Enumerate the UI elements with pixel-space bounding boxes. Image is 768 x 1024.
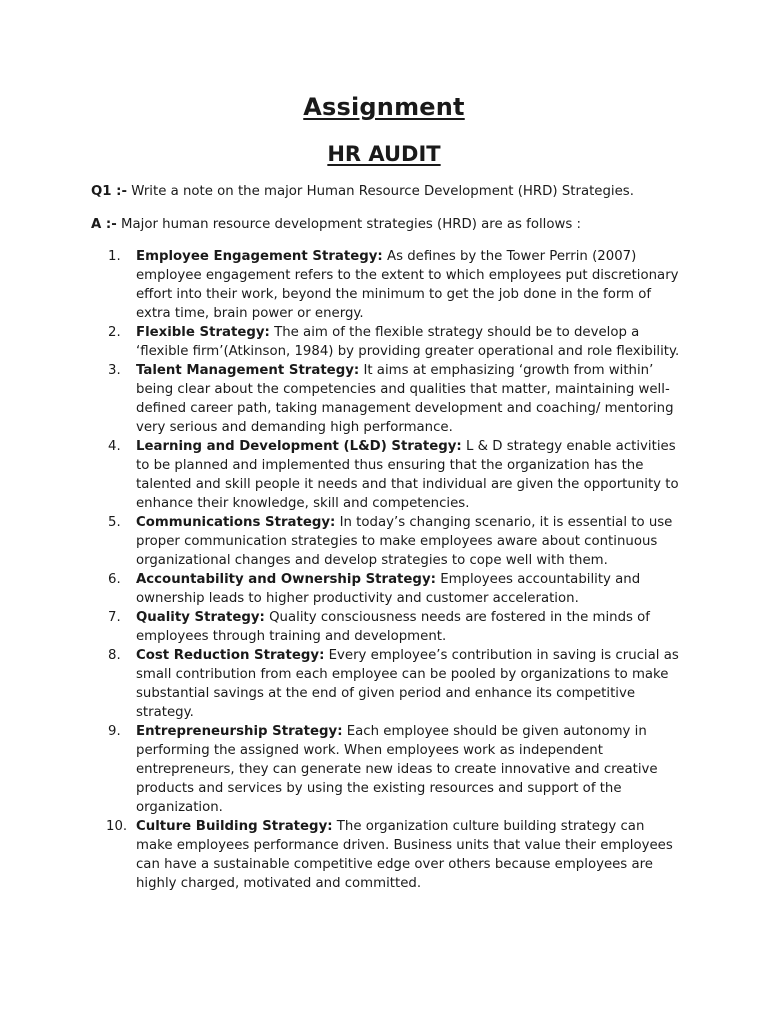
strategy-item-8 [0,646,682,722]
item-text: It aims at emphasizing ‘growth from within’ being clear about the competencies and qualities that matter, maintaining well-defined career path, taking management development and coaching/ mentoring very serious and demanding high performance. [136,363,674,435]
strategy-item-5 [0,513,682,570]
item-text: As defines by the Tower Perrin (2007) employee engagement refers to the extent to which employees put discretionary effort into their work, beyond the minimum to get the job done in the form of extra time, brain power or energy. [136,249,679,321]
item-heading: Culture Building Strategy: [136,819,333,834]
item-number: 1. [108,249,121,264]
answer-paragraph [91,215,581,234]
item-number: 8. [108,648,121,663]
strategy-item-9 [0,722,682,817]
strategy-item-7 [0,608,682,646]
question-paragraph [91,182,634,201]
strategy-item-1 [0,247,682,323]
item-heading: Cost Reduction Strategy: [136,648,325,663]
item-number: 10. [106,819,128,834]
item-heading: Learning and Development (L&D) Strategy: [136,439,462,454]
item-heading: Communications Strategy: [136,515,336,530]
item-number: 3. [108,363,121,378]
item-text: Every employee’s contribution in saving is crucial as small contribution from each employee can be pooled by organizations to make substantial savings at the end of given period and enhance its competitive strategy. [136,648,679,720]
answer-label: A :- [91,217,117,232]
item-number: 5. [108,515,121,530]
item-heading: Accountability and Ownership Strategy: [136,572,436,587]
document-subtitle: HR AUDIT [327,142,441,166]
item-number: 2. [108,325,121,340]
item-heading: Quality Strategy: [136,610,265,625]
document-title: Assignment [303,93,465,121]
strategy-item-6 [0,570,682,608]
strategy-list [0,247,768,893]
item-text: The organization culture building strategy can make employees performance driven. Business units that value their employees can have a sustainable competitive edge over others because employees are highly charged, motivated and committed. [136,819,673,891]
item-number: 6. [108,572,121,587]
item-number: 9. [108,724,121,739]
item-text: Quality consciousness needs are fostered in the minds of employees through training and development. [136,610,650,644]
strategy-item-10 [0,817,682,893]
question-text: Write a note on the major Human Resource Development (HRD) Strategies. [131,184,634,199]
item-heading: Entrepreneurship Strategy: [136,724,343,739]
item-text: The aim of the flexible strategy should be to develop a ‘flexible firm’(Atkinson, 1984) by providing greater operational and role flexibility. [136,325,680,359]
answer-text: Major human resource development strategies (HRD) are as follows : [121,217,582,232]
item-text: L & D strategy enable activities to be planned and implemented thus ensuring that the organization has the talented and skill people it needs and that individual are given the opportunity to enhance their knowledge, skill and competencies. [136,439,679,511]
question-label: Q1 :- [91,184,128,199]
item-text: In today’s changing scenario, it is essential to use proper communication strategies to make employees aware about continuous organizational changes and develop strategies to cope well with them. [136,515,673,568]
strategy-item-4 [0,437,682,513]
item-text: Employees accountability and ownership leads to higher productivity and customer acceleration. [136,572,641,606]
item-number: 4. [108,439,121,454]
item-heading: Flexible Strategy: [136,325,270,340]
strategy-item-2 [0,323,682,361]
strategy-item-3 [0,361,682,437]
item-number: 7. [108,610,121,625]
item-heading: Employee Engagement Strategy: [136,249,383,264]
item-heading: Talent Management Strategy: [136,363,360,378]
item-text: Each employee should be given autonomy in performing the assigned work. When employees work as independent entrepreneurs, they can generate new ideas to create innovative and creative products and services by using the existing resources and support of the organization. [136,724,658,815]
